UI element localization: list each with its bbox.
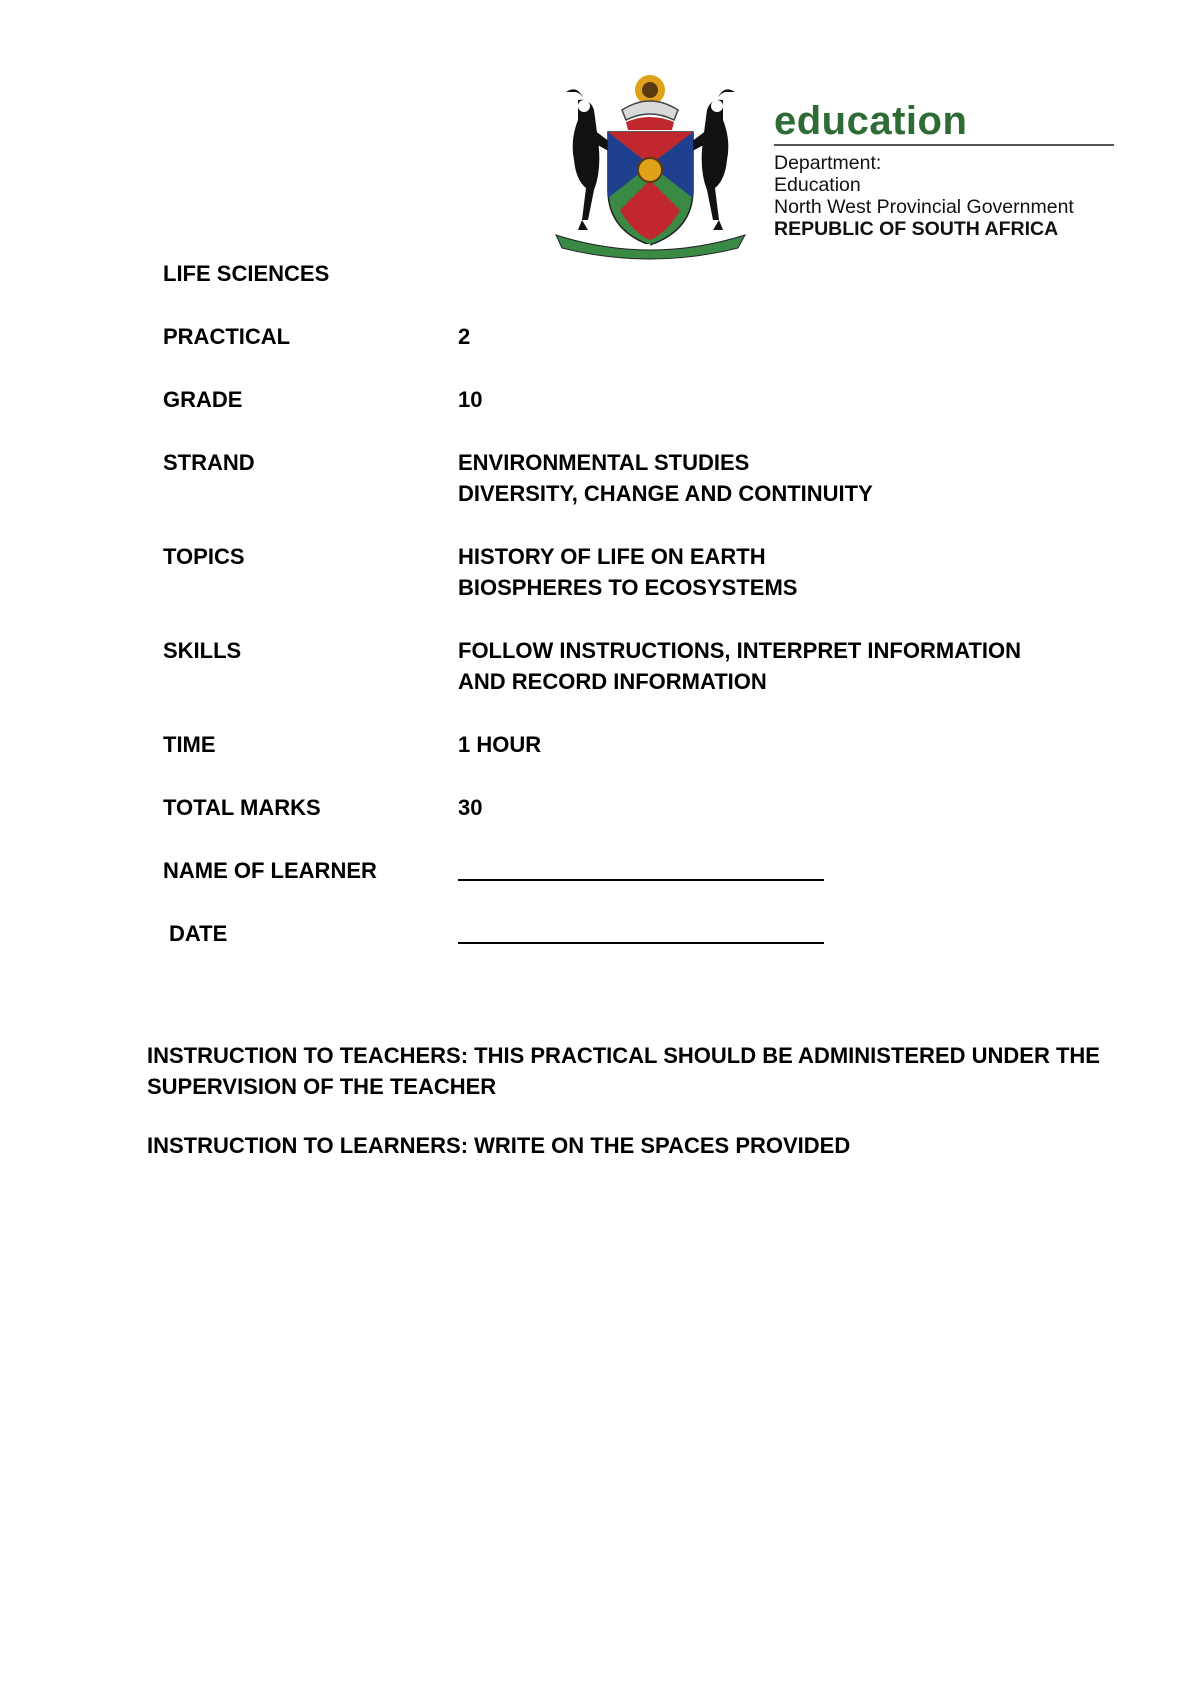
instructions-block	[147, 1040, 1107, 1189]
field-value-line: AND RECORD INFORMATION	[458, 669, 767, 694]
subject-row	[163, 258, 1123, 289]
field-row-topics	[163, 541, 1123, 603]
field-label: STRAND	[163, 450, 255, 475]
department-logo	[548, 70, 1118, 260]
brand-wordmark: education	[774, 99, 968, 143]
brand-line-department: Department:	[774, 152, 882, 174]
field-value	[458, 635, 1021, 697]
learner-name-label: NAME OF LEARNER	[163, 858, 377, 883]
field-value	[458, 541, 797, 603]
subject-title: LIFE SCIENCES	[163, 261, 330, 286]
shield-icon	[608, 132, 693, 245]
learner-instruction: INSTRUCTION TO LEARNERS: WRITE ON THE SPACES PROVIDED	[147, 1133, 851, 1158]
date-blank[interactable]	[458, 918, 824, 944]
cover-details	[163, 258, 1123, 981]
field-value-line: DIVERSITY, CHANGE AND CONTINUITY	[458, 481, 873, 506]
field-value-line: 10	[458, 387, 483, 412]
learner-name-row	[163, 855, 1123, 886]
field-value-line: 2	[458, 324, 471, 349]
field-label: TOTAL MARKS	[163, 795, 321, 820]
field-value	[458, 447, 873, 509]
field-row-total-marks	[163, 792, 1123, 823]
field-value	[458, 729, 541, 760]
date-label: DATE	[169, 921, 228, 946]
field-row-practical	[163, 321, 1123, 352]
field-value-line: BIOSPHERES TO ECOSYSTEMS	[458, 575, 798, 600]
date-row	[163, 918, 1123, 949]
brand-line-country: REPUBLIC OF SOUTH AFRICA	[774, 218, 1059, 240]
field-value	[458, 384, 482, 415]
brand-line-education: Education	[774, 174, 861, 196]
learner-name-blank[interactable]	[458, 855, 824, 881]
field-value-line: ENVIRONMENTAL STUDIES	[458, 450, 750, 475]
field-value-line: 30	[458, 795, 483, 820]
brand-line-province: North West Provincial Government	[774, 196, 1074, 218]
field-label: PRACTICAL	[163, 324, 291, 349]
field-label: TIME	[163, 732, 216, 757]
coat-of-arms-icon	[548, 70, 753, 260]
field-value-line: 1 HOUR	[458, 732, 542, 757]
field-value-line: FOLLOW INSTRUCTIONS, INTERPRET INFORMATION	[458, 638, 1021, 663]
brand-divider	[774, 144, 1114, 146]
field-row-strand	[163, 447, 1123, 509]
field-value	[458, 321, 470, 352]
field-row-grade	[163, 384, 1123, 415]
field-label: GRADE	[163, 387, 243, 412]
teacher-instruction: INSTRUCTION TO TEACHERS: THIS PRACTICAL SHOULD BE ADMINISTERED UNDER THE SUPERVISION OF THE TEACHER	[147, 1043, 1100, 1099]
field-label: SKILLS	[163, 638, 242, 663]
field-label: TOPICS	[163, 544, 245, 569]
field-row-skills	[163, 635, 1123, 697]
field-value-line: HISTORY OF LIFE ON EARTH	[458, 544, 766, 569]
field-value	[458, 792, 482, 823]
field-row-time	[163, 729, 1123, 760]
sun-crest-icon	[622, 75, 678, 130]
department-name-block	[774, 100, 1118, 240]
